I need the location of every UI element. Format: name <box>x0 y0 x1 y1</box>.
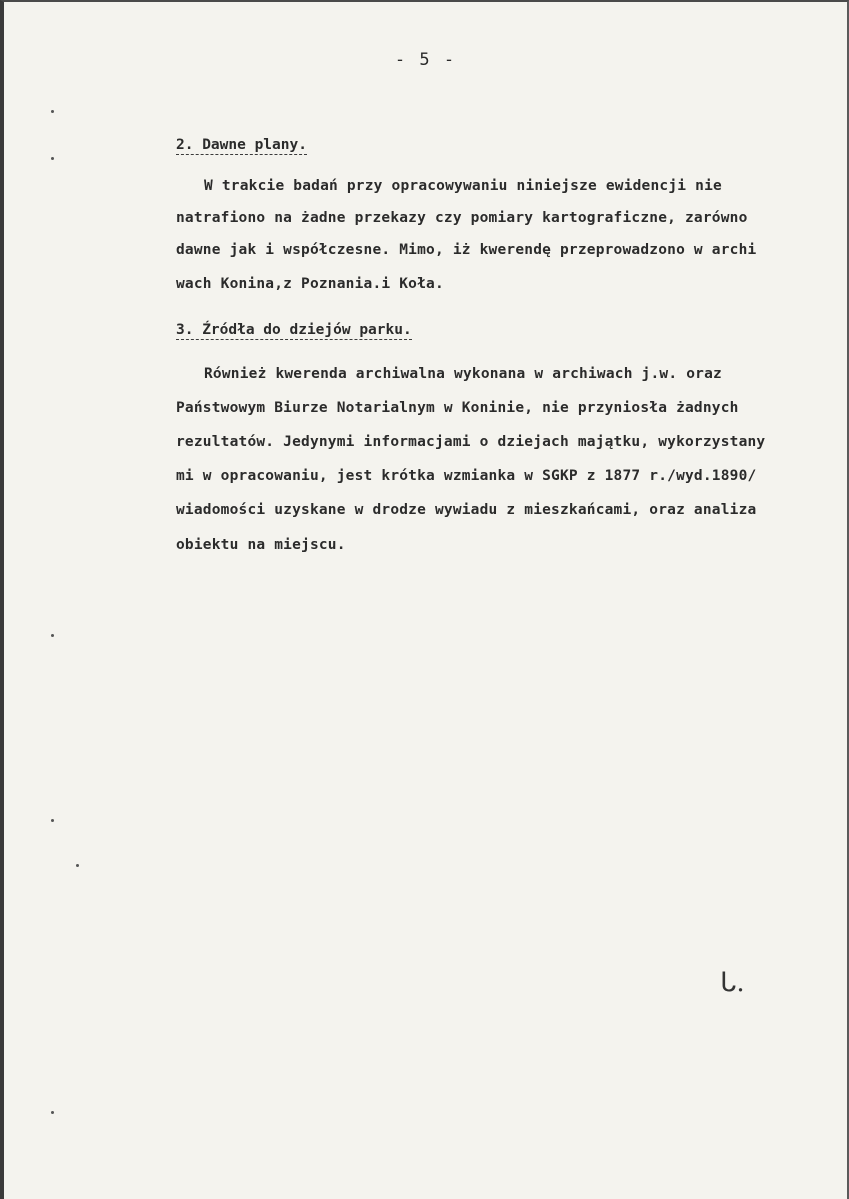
handwritten-mark: ᒐ. <box>720 968 745 998</box>
margin-mark <box>51 634 54 637</box>
paragraph-line: natrafiono na żadne przekazy czy pomiary kartograficzne, zarówno <box>176 210 748 226</box>
margin-mark <box>51 1111 54 1114</box>
paragraph-line: rezultatów. Jedynymi informacjami o dziejach majątku, wykorzystany <box>176 434 766 450</box>
paragraph-line: wach Konina,z Poznania.i Koła. <box>176 276 444 292</box>
paragraph-line: Państwowym Biurze Notarialnym w Koninie, nie przyniosła żadnych <box>176 400 739 416</box>
paragraph-line: wiadomości uzyskane w drodze wywiadu z mieszkańcami, oraz analiza <box>176 502 757 518</box>
margin-mark <box>51 110 54 113</box>
margin-mark <box>51 157 54 160</box>
page-number: - 5 - <box>394 50 457 70</box>
paragraph-line: dawne jak i współczesne. Mimo, iż kwerendę przeprowadzono w archi <box>176 242 757 258</box>
paragraph-line: W trakcie badań przy opracowywaniu niniejsze ewidencji nie <box>204 178 722 194</box>
margin-mark <box>51 819 54 822</box>
section-heading-2: 2. Dawne plany. <box>176 137 307 153</box>
paragraph-line: obiektu na miejscu. <box>176 537 346 553</box>
margin-mark <box>76 864 79 867</box>
section-heading-3: 3. Źródła do dziejów parku. <box>176 322 412 338</box>
paragraph-line: Również kwerenda archiwalna wykonana w archiwach j.w. oraz <box>204 366 722 382</box>
paragraph-line: mi w opracowaniu, jest krótka wzmianka w SGKP z 1877 r./wyd.1890/ <box>176 468 757 484</box>
